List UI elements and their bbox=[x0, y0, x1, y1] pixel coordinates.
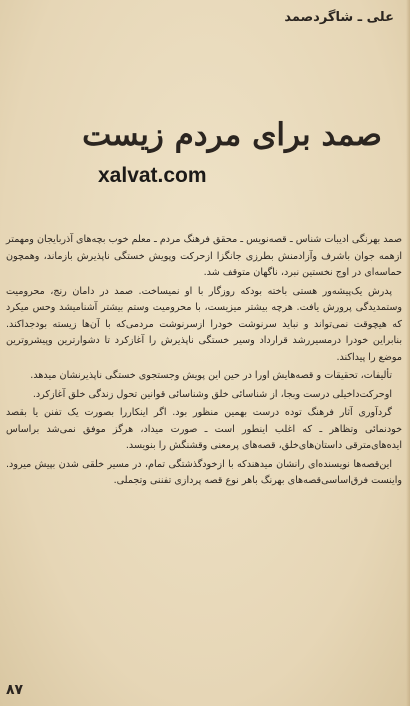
article-body bbox=[6, 232, 402, 492]
page-number: ۸۷ bbox=[6, 682, 24, 698]
paragraph: گردآوری آثار فرهنگ توده درست بهمین منظور بود. اگر اینکاررا بصورت یک تفنن یا بقصد خودنمائی وتظاهر ـ که اغلب اینطور است ـ صورت میداد، هرگز موفق نمی‌شد براساس ایده‌های‌مترقی داستان‌های‌خلق، قصه‌های پرمعنی وقشنگش را بنویسد. bbox=[6, 407, 402, 451]
paragraph: تألیفات، تحقیقات و قصه‌هایش اورا در حین این پویش وجستجوی خستگی ناپذیرنشان میدهد. bbox=[30, 370, 392, 381]
article-title: صمد برای مردم زیست bbox=[82, 116, 382, 153]
paragraph: این‌قصه‌ها نویسنده‌ای رانشان میدهندکه با ازخودگذشتگی تمام، در مسیر خلقی شدن بپیش میرود. واینست فرق‌اساسی‌قصه‌های بهرنگ باهر نوع قصه پردازی تفننی وتجملی. bbox=[6, 458, 402, 486]
author-name: علی ـ شاگردصمد bbox=[284, 10, 394, 25]
paragraph: اوحرکت‌داخیلی درست وبجا، از شناسائی خلق وشناسائی قوانین تحول زندگی خلق آغازکرد. bbox=[32, 388, 392, 400]
paragraph: صمد بهرنگی ادیبات شناس ـ قصه‌نویس ـ محقق فرهنگ مردم ـ معلم خوب بچه‌های آذربایجان ومهمتر ازهمه جوان باشرف وآزادمنش بطرزی جانگزا ازحرکت وپویش خستگی ناپذیرش بازماند، وهمچون حماسه‌ای در اوج نخستین نبرد، ناگهان متوقف شد. bbox=[6, 234, 402, 278]
paragraph: پدرش یک‌پیشه‌ور هستی باخته بودکه روزگار با او نمیساخت. صمد در دامان رنج، محرومیت وستمدیدگی پرورش یافت. هرچه بیشتر میزیست، با محرومیت وستم بیشتر آشنامیشد وحس میکرد که هیچوقت نمی‌تواند و نباید سرنوشت خودرا ازسرنوشت مردمی‌که با آن‌ها زیسته بودجداکند. بنابراین خودرا درمسیررشد قرارداد وسیر خستگی ناپذیرش را آغازکرد تا دشوارترین وپیشروترین موضع را پیداکند. bbox=[6, 285, 402, 363]
watermark-text: xalvat.com bbox=[98, 164, 207, 187]
scan-edge-shadow bbox=[406, 0, 410, 706]
